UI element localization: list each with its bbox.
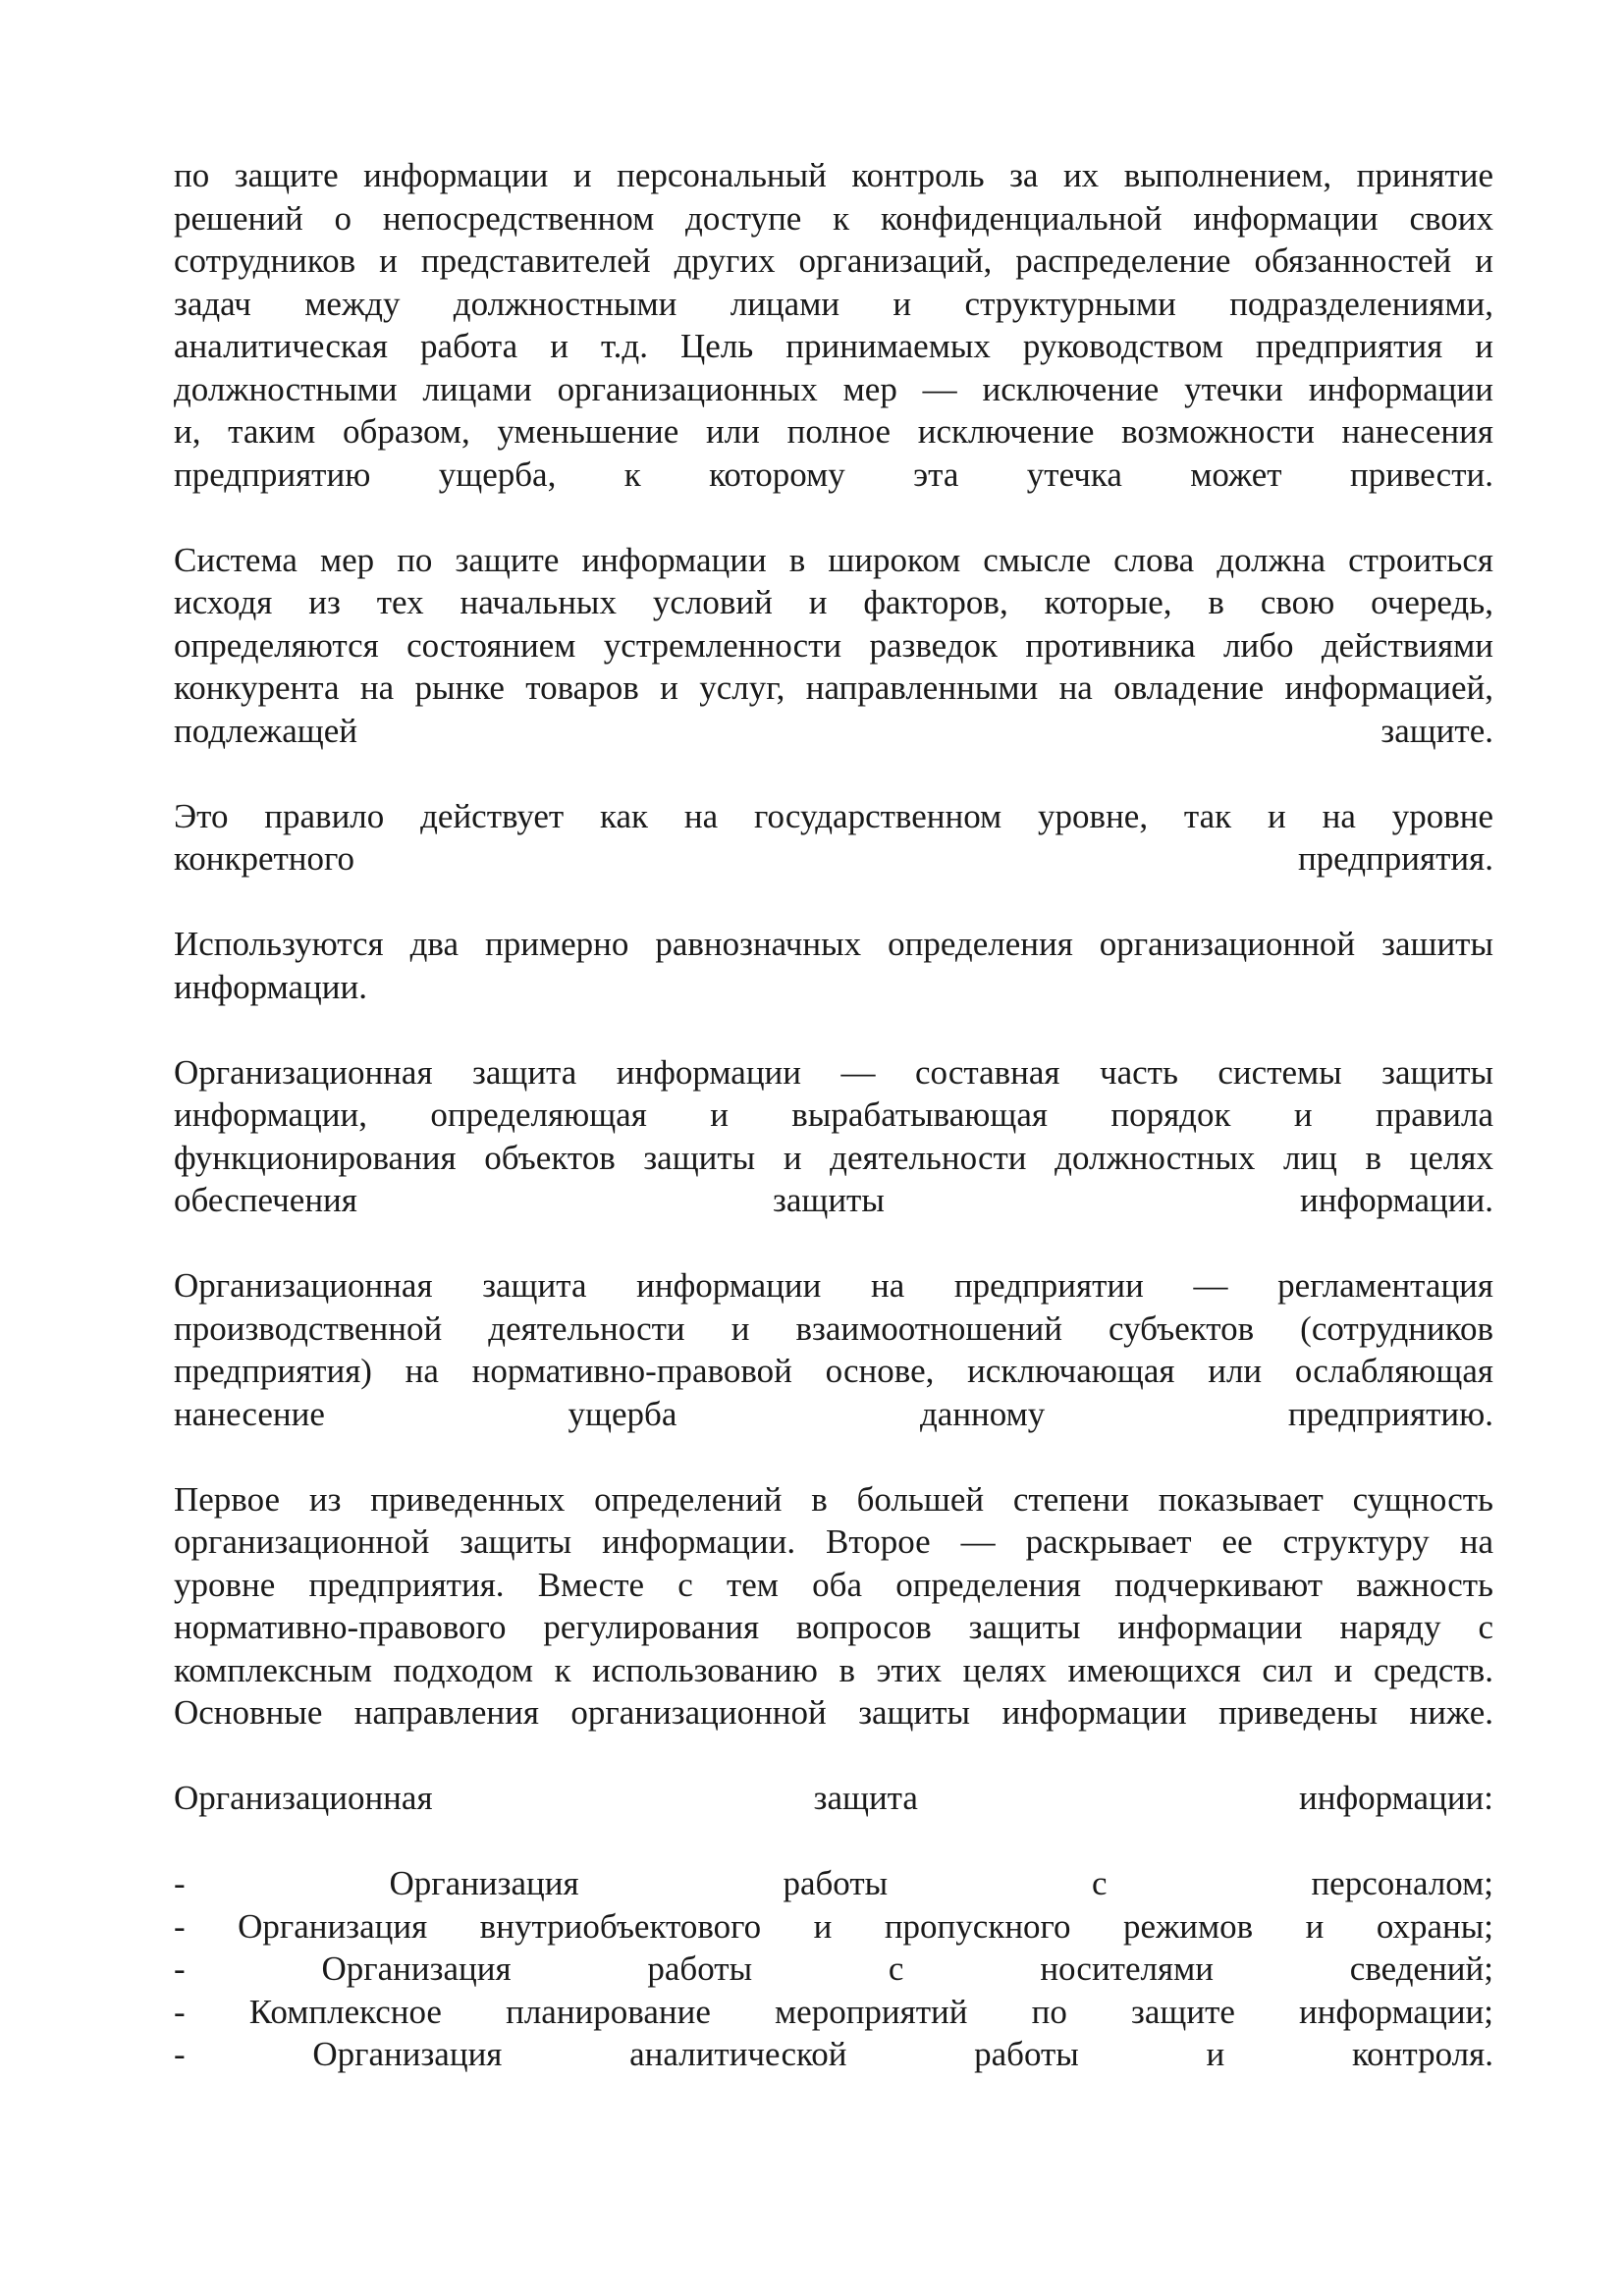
paragraph-line: предприятию ущерба, к которому эта утечка может привести. xyxy=(174,454,1493,494)
paragraph-line: Основные направления организационной защиты информации приведены ниже. xyxy=(174,1693,1493,1732)
paragraph-line: предприятия) на нормативно-правовой основе, исключающая или ослабляющая xyxy=(174,1352,1493,1390)
paragraph-4 xyxy=(174,923,1493,1008)
paragraph-line: производственной деятельности и взаимоотношений субъектов (сотрудников xyxy=(174,1308,1493,1348)
paragraph-line: должностными лицами организационных мер — исключение утечки информации xyxy=(174,369,1493,408)
paragraph-line: обеспечения защиты информации. xyxy=(174,1181,1493,1219)
paragraph-line: конкретного предприятия. xyxy=(174,839,1493,878)
paragraph-line: функционирования объектов защиты и деятельности должностных лиц в целях xyxy=(174,1138,1493,1177)
paragraph-line: аналитическая работа и т.д. Цель принимаемых руководством предприятия и xyxy=(174,327,1493,365)
list-item: - Организация работы с носителями сведений; xyxy=(174,1949,1493,1988)
paragraph-line: по защите информации и персональный контроль за их выполнением, принятие xyxy=(174,156,1493,194)
paragraph-7 xyxy=(174,1478,1493,1735)
paragraph-line: информации, определяющая и вырабатывающая порядок и правила xyxy=(174,1095,1493,1134)
paragraph-line: исходя из тех начальных условий и факторов, которые, в свою очередь, xyxy=(174,583,1493,621)
paragraph-line: Используются два примерно равнозначных определения организационной зашиты xyxy=(174,925,1493,963)
paragraph-line: информации. xyxy=(174,967,367,1006)
directions-list xyxy=(174,1862,1493,2076)
paragraph-line: Это правило действует как на государственном уровне, так и на уровне xyxy=(174,796,1493,835)
paragraph-line: уровне предприятия. Вместе с тем оба определения подчеркивают важность xyxy=(174,1565,1493,1604)
paragraph-line: Организационная защита информации: xyxy=(174,1779,1493,1817)
paragraph-line: нанесение ущерба данному предприятию. xyxy=(174,1394,1493,1433)
paragraph-line: и, таким образом, уменьшение или полное исключение возможности нанесения xyxy=(174,412,1493,451)
list-item: - Организация внутриобъектового и пропускного режимов и охраны; xyxy=(174,1906,1493,1946)
paragraph-line: сотрудников и представителей других организаций, распределение обязанностей и xyxy=(174,241,1493,280)
paragraph-line: Организационная защита информации — составная часть системы защиты xyxy=(174,1052,1493,1092)
paragraph-line: нормативно-правового регулирования вопросов защиты информации наряду с xyxy=(174,1608,1493,1646)
paragraph-1 xyxy=(174,154,1493,496)
paragraph-line: определяются состоянием устремленности разведок противника либо действиями xyxy=(174,625,1493,665)
paragraph-line: Организационная защита информации на предприятии — регламентация xyxy=(174,1266,1493,1305)
paragraph-8 xyxy=(174,1777,1493,1820)
paragraph-line: Система мер по защите информации в широком смысле слова должна строиться xyxy=(174,540,1493,579)
paragraph-line: комплексным подходом к использованию в этих целях имеющихся сил и средств. xyxy=(174,1650,1493,1689)
paragraph-line: Первое из приведенных определений в большей степени показывает сущность xyxy=(174,1479,1493,1519)
paragraph-5 xyxy=(174,1051,1493,1222)
list-item: - Комплексное планирование мероприятий по защите информации; xyxy=(174,1992,1493,2031)
paragraph-line: конкурента на рынке товаров и услуг, направленными на овладение информацией, xyxy=(174,668,1493,707)
paragraph-line: организационной защиты информации. Второе — раскрывает ее структуру на xyxy=(174,1522,1493,1561)
paragraph-line: подлежащей защите. xyxy=(174,711,1493,750)
paragraph-6 xyxy=(174,1264,1493,1435)
document-body xyxy=(174,154,1493,1820)
list-item: - Организация аналитической работы и контроля. xyxy=(174,2035,1493,2073)
paragraph-3 xyxy=(174,795,1493,881)
paragraph-line: задач между должностными лицами и структурными подразделениями, xyxy=(174,284,1493,323)
paragraph-line: решений о непосредственном доступе к конфиденциальной информации своих xyxy=(174,198,1493,238)
document-page xyxy=(174,154,1493,2076)
list-item: - Организация работы с персоналом; xyxy=(174,1864,1493,1902)
paragraph-2 xyxy=(174,539,1493,753)
